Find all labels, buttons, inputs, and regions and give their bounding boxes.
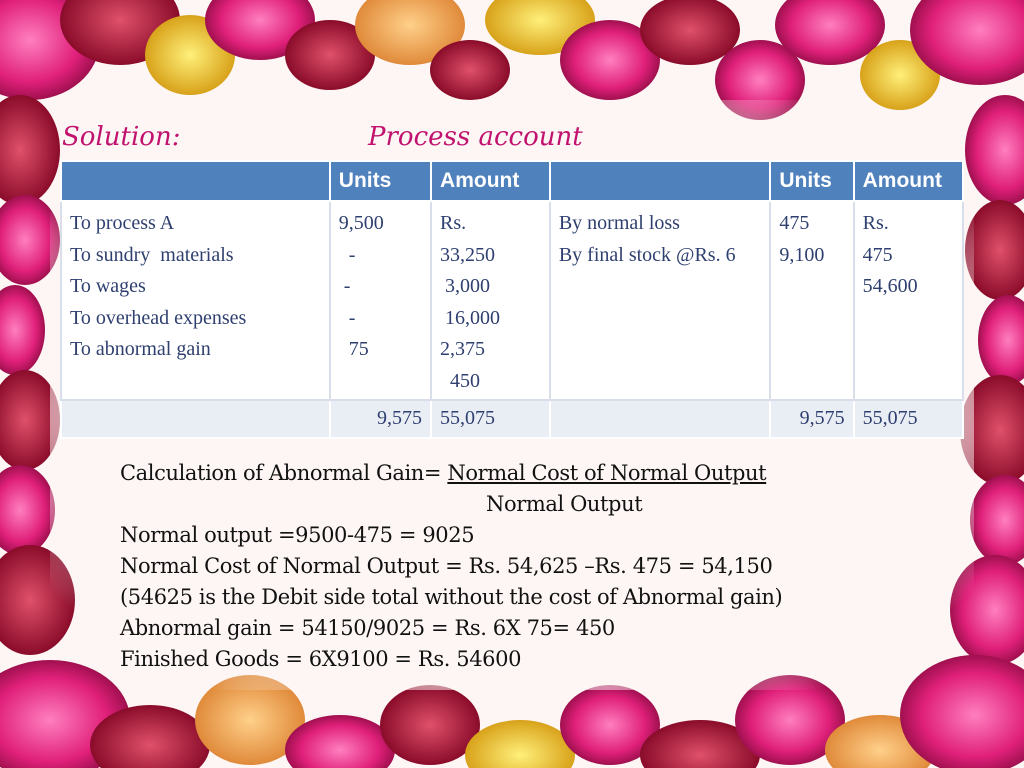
debit-units: 9,500 [338,212,384,234]
debit-particular: To process A [70,212,175,234]
formula-denominator: Normal Output [486,492,643,516]
account-title: Process account [368,122,583,152]
debit-units: - [338,275,351,297]
table-row [61,201,963,400]
credit-particulars-cell [550,201,771,400]
total-debit-units: 9,575 [330,400,431,438]
debit-units: 75 [338,338,369,360]
formula-label: Calculation of Abnormal Gain= [120,461,448,485]
credit-amount-cell [854,201,963,400]
debit-particular: To abnormal gain [70,338,211,360]
debit-amount: 16,000 [440,306,501,329]
abnormal-gain-line: Abnormal gain = 54150/9025 = Rs. 6X 75= 450 [120,616,615,640]
calculation-notes [120,458,782,675]
normal-output-line: Normal output =9500-475 = 9025 [120,523,475,547]
process-account-table [60,160,964,439]
credit-amount: 54,600 [862,275,918,297]
total-debit-amount: 55,075 [431,400,550,438]
debit-amount: 450 [440,369,481,392]
total-credit-units: 9,575 [770,400,853,438]
solution-label: Solution: [62,122,181,152]
totals-row [61,400,963,438]
finished-goods-line: Finished Goods = 6X9100 = Rs. 54600 [120,647,522,671]
header-debit-particulars [61,161,330,201]
debit-units-cell [330,201,431,400]
debit-total-note: (54625 is the Debit side total without the cost of Abnormal gain) [120,585,783,609]
debit-amount: Rs. [440,212,467,234]
header-credit-units: Units [770,161,853,201]
credit-amount: 475 [862,243,893,266]
debit-amount: 3,000 [440,275,491,297]
debit-units: - [338,306,356,329]
credit-particular: By final stock @Rs. 6 [558,243,736,266]
debit-particulars-cell [61,201,330,400]
debit-particular: To overhead expenses [70,306,247,329]
debit-amount: 33,250 [440,243,496,266]
debit-amount-cell [431,201,550,400]
header-credit-particulars [550,161,771,201]
credit-particular: By normal loss [558,212,680,234]
debit-particular: To sundry materials [70,243,234,266]
formula-numerator: Normal Cost of Normal Output [447,461,767,485]
debit-amount: 2,375 [440,338,486,360]
debit-particular: To wages [70,275,146,297]
credit-amount: Rs. [862,212,889,234]
totals-credit-particulars [550,400,771,438]
header-debit-units: Units [330,161,431,201]
header-debit-amount: Amount [431,161,550,201]
credit-units: 9,100 [779,243,825,266]
normal-cost-line: Normal Cost of Normal Output = Rs. 54,625 –Rs. 475 = 54,150 [120,554,773,578]
debit-units: - [338,243,356,266]
table-header-row [61,161,963,201]
credit-units-cell [770,201,853,400]
credit-units: 475 [779,212,810,234]
abnormal-gain-formula [120,458,782,489]
total-credit-amount: 55,075 [854,400,963,438]
header-credit-amount: Amount [854,161,963,201]
totals-debit-particulars [61,400,330,438]
